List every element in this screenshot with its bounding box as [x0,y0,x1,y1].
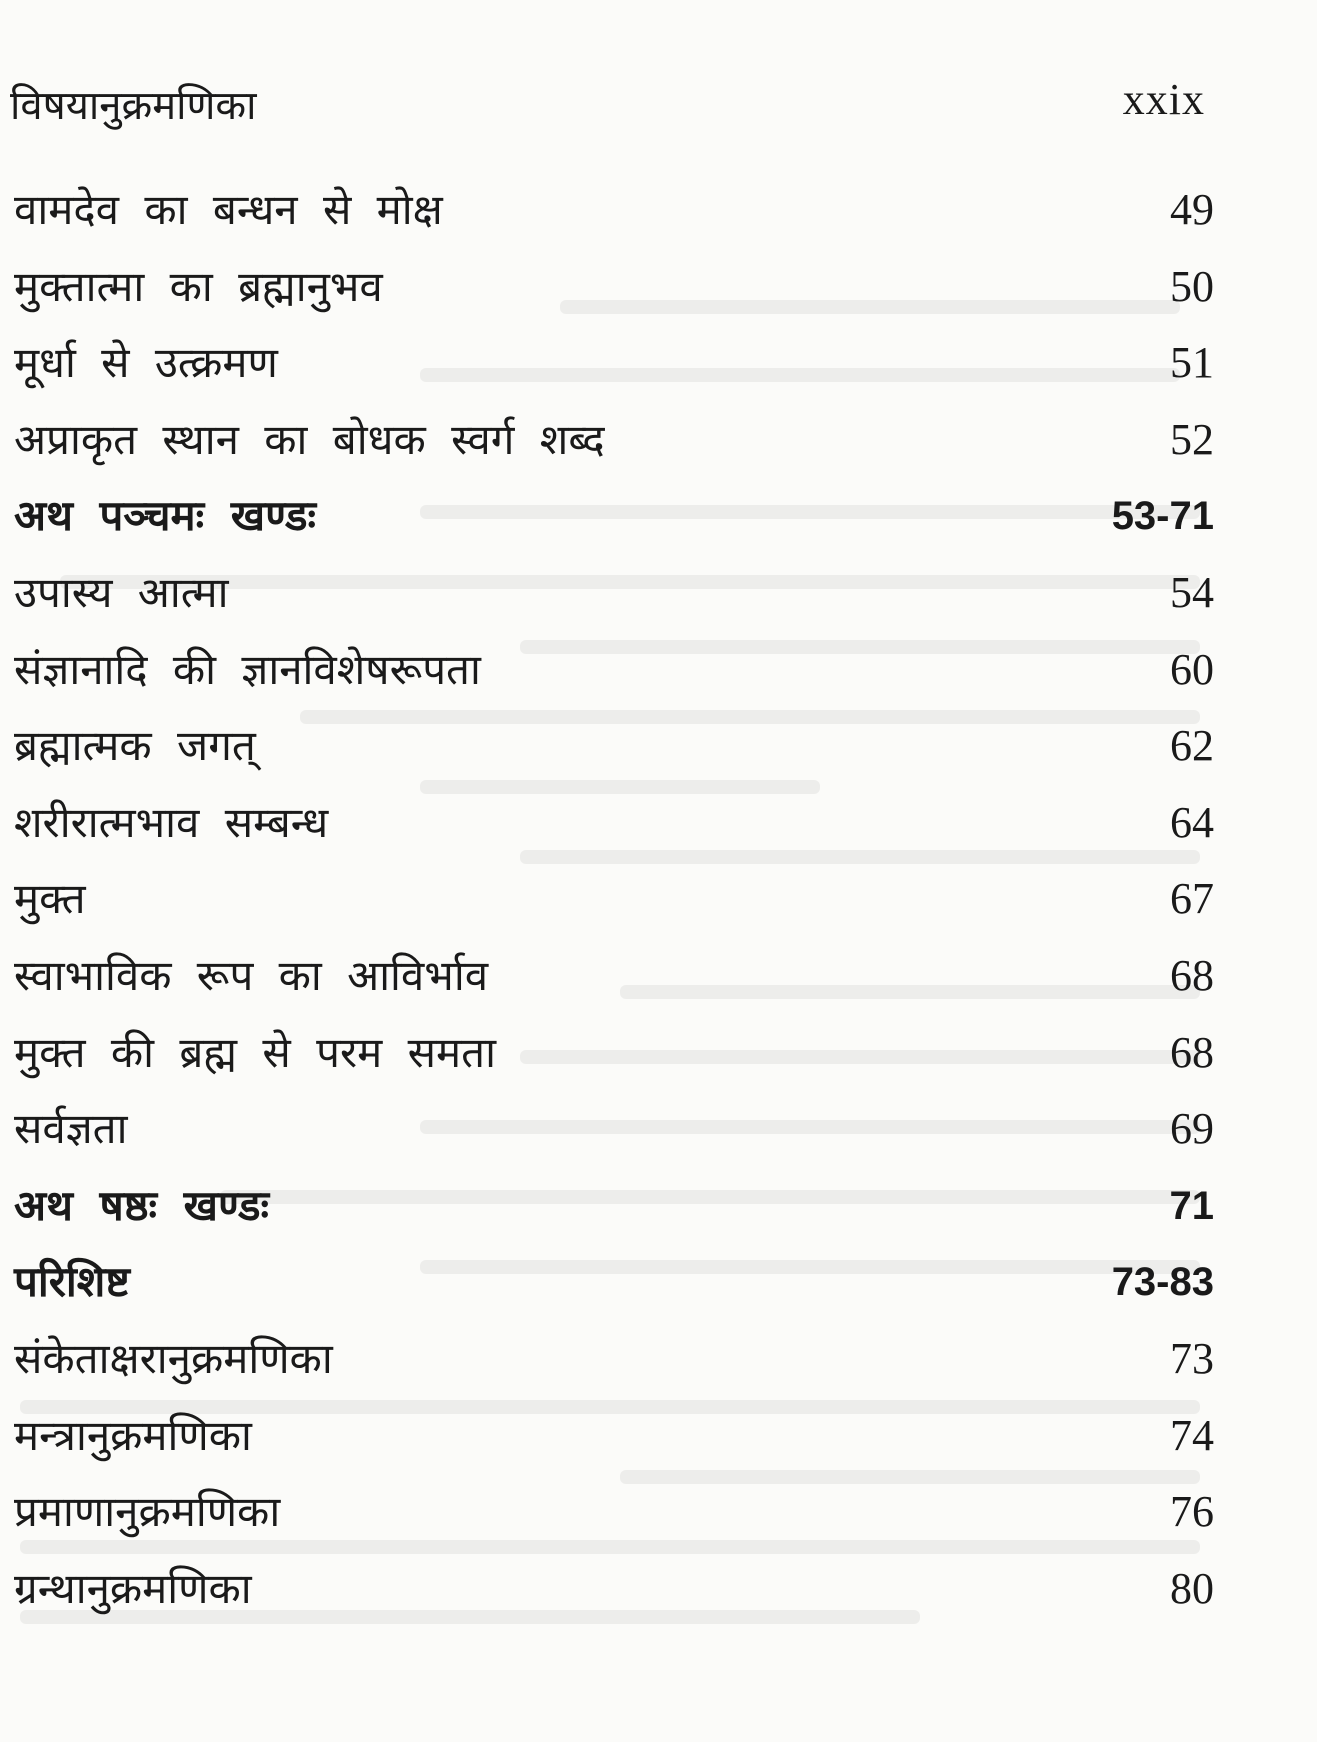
toc-entry-title: मुक्त [14,874,86,924]
running-head [10,70,1205,130]
running-title: विषयानुक्रमणिका [10,83,257,129]
toc-entry [14,1025,1220,1102]
toc-entry-page: 68 [1170,950,1214,1000]
toc-entry-title: शरीरात्मभाव सम्बन्ध [14,797,329,847]
toc-entry [14,795,1220,872]
toc-entry-page: 74 [1170,1410,1214,1460]
toc-section-heading [14,1254,1220,1331]
toc-entry-title: अथ षष्ठः खण्डः [14,1180,269,1230]
toc-entry-title: अथ पञ्चमः खण्डः [14,491,317,541]
toc-entry [14,182,1220,259]
toc-entry-page: 53-71 [1111,494,1214,539]
table-of-contents [14,182,1220,1637]
toc-section-heading [14,488,1220,565]
toc-entry [14,1331,1220,1408]
toc-section-heading [14,1178,1220,1255]
toc-entry [14,1408,1220,1485]
toc-entry-title: मूर्धा से उत्क्रमण [14,338,278,388]
toc-entry-title: मुक्तात्मा का ब्रह्मानुभव [14,261,383,311]
toc-entry-title: मन्त्रानुक्रमणिका [14,1410,252,1460]
toc-entry-page: 50 [1170,261,1214,311]
toc-entry [14,871,1220,948]
toc-entry-title: ग्रन्थानुक्रमणिका [14,1563,252,1613]
toc-entry-title: प्रमाणानुक्रमणिका [14,1487,281,1537]
toc-entry-page: 54 [1170,567,1214,617]
toc-entry [14,335,1220,412]
toc-entry [14,259,1220,336]
toc-entry-page: 71 [1169,1183,1214,1228]
toc-entry-page: 73 [1170,1333,1214,1383]
toc-entry-page: 60 [1170,644,1214,694]
toc-entry-title: ब्रह्मात्मक जगत् [14,721,256,771]
toc-entry-page: 62 [1170,721,1214,771]
page-number: xxix [1122,75,1205,124]
toc-entry [14,1484,1220,1561]
toc-entry-title: संकेताक्षरानुक्रमणिका [14,1333,333,1383]
toc-entry [14,1101,1220,1178]
toc-entry-title: उपास्य आत्मा [14,567,229,617]
toc-entry-title: अप्राकृत स्थान का बोधक स्वर्ग शब्द [14,414,605,464]
toc-entry-page: 51 [1170,338,1214,388]
toc-entry-title: वामदेव का बन्धन से मोक्ष [14,185,443,234]
toc-entry-page: 49 [1170,185,1214,234]
toc-entry [14,948,1220,1025]
toc-entry-page: 68 [1170,1027,1214,1077]
toc-entry [14,1561,1220,1638]
toc-entry [14,718,1220,795]
toc-entry-page: 69 [1170,1104,1214,1154]
toc-entry-title: मुक्त की ब्रह्म से परम समता [14,1027,496,1077]
toc-entry-page: 67 [1170,874,1214,924]
toc-entry-title: स्वाभाविक रूप का आविर्भाव [14,950,489,1000]
toc-entry-page: 52 [1170,414,1214,464]
toc-entry-page: 64 [1170,797,1214,847]
toc-entry-page: 80 [1170,1563,1214,1613]
toc-entry-page: 73-83 [1111,1260,1214,1305]
toc-entry [14,412,1220,489]
toc-entry-title: सर्वज्ञता [14,1104,128,1154]
toc-entry-title: संज्ञानादि की ज्ञानविशेषरूपता [14,644,481,694]
toc-entry [14,642,1220,719]
toc-entry [14,565,1220,642]
toc-entry-title: परिशिष्ट [14,1257,130,1307]
toc-entry-page: 76 [1170,1487,1214,1537]
